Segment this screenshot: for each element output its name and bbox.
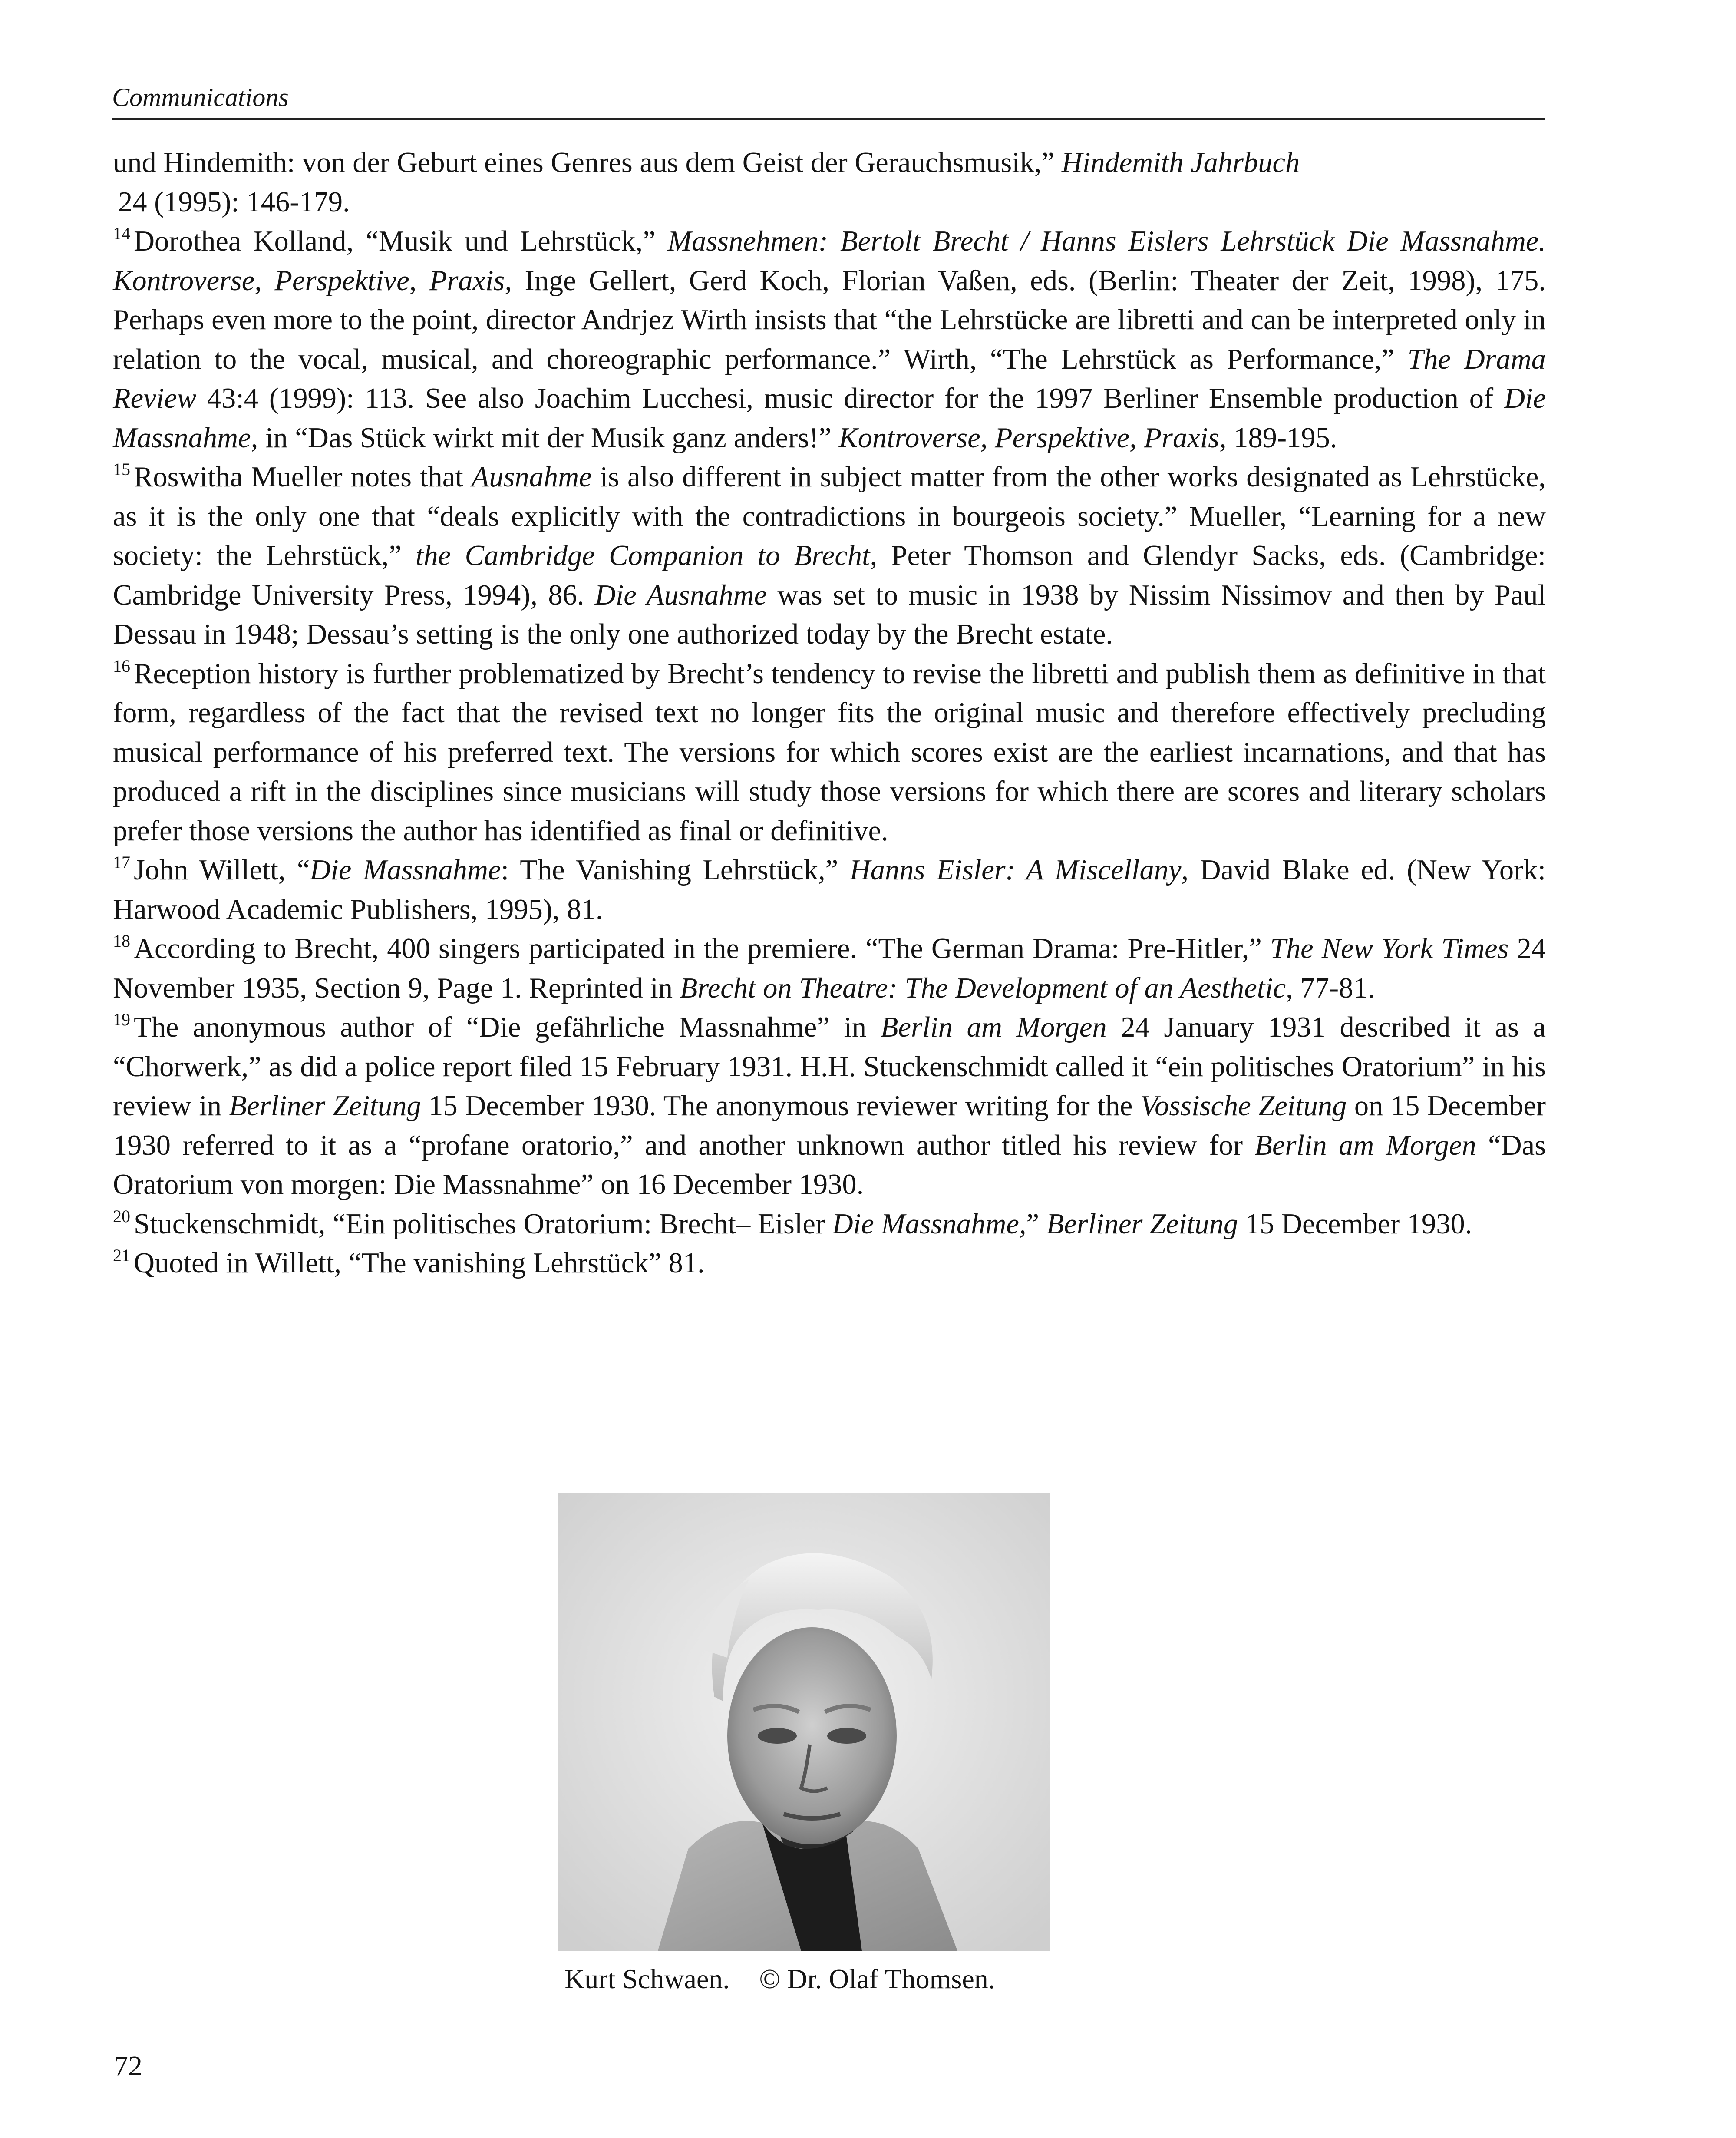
note-number: 16: [113, 656, 130, 676]
note-italic: Berliner Zeitung: [1046, 1208, 1238, 1240]
note-number: 18: [113, 931, 130, 951]
endnote-15: [113, 458, 1546, 654]
note-text: Inge Gellert, Gerd Koch, Florian Vaßen, eds. (Berlin: Theater der Zeit, 1998), 175. Perhaps even more to the point, director Andrjez Wirth insists that “the Lehrstücke are libretti and can be interpreted only in relation to the vocal, musical, and choreographic performance.” Wirth, “The Lehrstück as Performance,”: [113, 264, 1546, 375]
note-text: , in “Das Stück wirkt mit der Musik ganz anders!”: [251, 422, 839, 454]
note-text: Dorothea Kolland, “Musik und Lehrstück,”: [134, 225, 668, 257]
note-text: 24 January 1931 described it as a “Chorwerk,” as did a police report filed 15 February 1931. H.H. Stuckenschmidt called it “ein politisches Oratorium” in his review in: [113, 1011, 1546, 1122]
note-text: 43:4 (1999): 113. See also Joachim Lucchesi, music director for the 1997 Berliner Ensemble production of: [196, 383, 1504, 414]
note-italic: Ausnahme: [471, 461, 592, 493]
note-text: Quoted in Willett, “The vanishing Lehrstück” 81.: [134, 1247, 705, 1279]
endnote-20: [113, 1205, 1546, 1244]
note-text: John Willett, “: [134, 854, 310, 886]
note-italic: Massnehmen: Bertolt Brecht / Hanns Eislers Lehrstück Die Massnahme. Kontroverse, Perspektive, Praxis,: [113, 225, 1546, 297]
note-text: 24 (1995): 146-179.: [118, 186, 350, 218]
portrait-illustration: [558, 1493, 1050, 1951]
note-text: 24 November 1935, Section 9, Page 1. Reprinted in: [113, 933, 1546, 1004]
note-italic: Brecht on Theatre: The Development of an Aesthetic: [680, 972, 1286, 1004]
note-text: , 77-81.: [1286, 972, 1375, 1004]
note-text: 15 December 1930. The anonymous reviewer writing for the: [421, 1090, 1140, 1122]
note-italic: Hindemith Jahrbuch: [1061, 147, 1300, 178]
portrait-photo: [558, 1493, 1050, 1951]
caption-name: Kurt Schwaen.: [564, 1963, 730, 1994]
header-rule: [112, 118, 1545, 120]
note-text: The anonymous author of “Die gefährliche Massnahme” in: [134, 1011, 881, 1043]
note-italic: Vossische Zeitung: [1140, 1090, 1347, 1122]
endnote-14: [113, 222, 1546, 458]
endnote-16: [113, 654, 1546, 851]
page-number: 72: [114, 2050, 142, 2082]
endnote-18: [113, 929, 1546, 1008]
note-italic: The Drama Review: [113, 343, 1546, 414]
note-text: was set to music in 1938 by Nissim Nissimov and then by Paul Dessau in 1948; Dessau’s setting is the only one authorized today by the Brecht estate.: [113, 579, 1546, 650]
note-italic: Kontroverse, Perspektive, Praxis: [838, 422, 1220, 454]
photo-caption: [564, 1963, 1107, 1995]
note-text: ”: [1026, 1208, 1046, 1240]
note-text: According to Brecht, 400 singers participated in the premiere. “The German Drama: Pre-Hitler,”: [134, 933, 1270, 965]
running-head: Communications: [112, 83, 289, 112]
note-text: is also different in subject matter from the other works designated as Lehrstücke, as it is the only one that “deals explicitly with the contradictions in bourgeois society.” Mueller, “Learning for a new society: the Lehrstück,”: [113, 461, 1546, 572]
note-number: 17: [113, 853, 130, 872]
note-text: Reception history is further problematized by Brecht’s tendency to revise the libretti and publish them as definitive in that form, regardless of the fact that the revised text no longer fits the original music and therefore effectively precluding musical performance of his preferred text. The versions for which scores exist are the earliest incarnations, and that has produced a rift in the disciplines since musicians will study those versions for which there are scores and literary scholars prefer those versions the author has identified as final or definitive.: [113, 658, 1546, 847]
note-text: Roswitha Mueller notes that: [134, 461, 472, 493]
note-italic: Berlin am Morgen: [1254, 1129, 1476, 1161]
note-italic: Die Massnahme: [310, 854, 501, 886]
note-italic: Die Massnahme: [113, 383, 1546, 454]
note-italic: Hanns Eisler: A Miscellany: [849, 854, 1182, 886]
note-number: 15: [113, 459, 130, 479]
endnotes: [113, 143, 1546, 1283]
note-number: 19: [113, 1010, 130, 1029]
endnote-13-continued: [113, 143, 1546, 222]
note-number: 14: [113, 224, 130, 243]
caption-credit: © Dr. Olaf Thomsen.: [759, 1963, 995, 1994]
note-italic: Berliner Zeitung: [229, 1090, 421, 1122]
note-text: : The Vanishing Lehrstück,”: [501, 854, 850, 886]
endnote-19: [113, 1008, 1546, 1205]
note-text: “Das Oratorium von morgen: Die Massnahme” on 16 December 1930.: [113, 1129, 1546, 1200]
note-text: , David Blake ed. (New York: Harwood Academic Publishers, 1995), 81.: [113, 854, 1546, 925]
note-text: Stuckenschmidt, “Ein politisches Oratorium: Brecht– Eisler: [134, 1208, 832, 1240]
note-number: 20: [113, 1206, 130, 1226]
note-italic: The New York Times: [1270, 933, 1509, 965]
note-number: 21: [113, 1246, 130, 1265]
note-italic: Die Massnahme,: [832, 1208, 1026, 1240]
note-italic: the Cambridge Companion to Brecht: [416, 540, 870, 572]
endnote-17: [113, 851, 1546, 929]
note-italic: Die Ausnahme: [594, 579, 767, 611]
note-text: on 15 December 1930 referred to it as a “profane oratorio,” and another unknown author titled his review for: [113, 1090, 1546, 1161]
note-text: und Hindemith: von der Geburt eines Genres aus dem Geist der Gerauchsmusik,”: [113, 147, 1062, 178]
endnote-21: [113, 1244, 1546, 1283]
note-text: 15 December 1930.: [1238, 1208, 1472, 1240]
note-italic: Berlin am Morgen: [880, 1011, 1107, 1043]
note-text: , 189-195.: [1219, 422, 1337, 454]
note-text: , Peter Thomson and Glendyr Sacks, eds. (Cambridge: Cambridge University Press, 1994), 86.: [113, 540, 1546, 611]
